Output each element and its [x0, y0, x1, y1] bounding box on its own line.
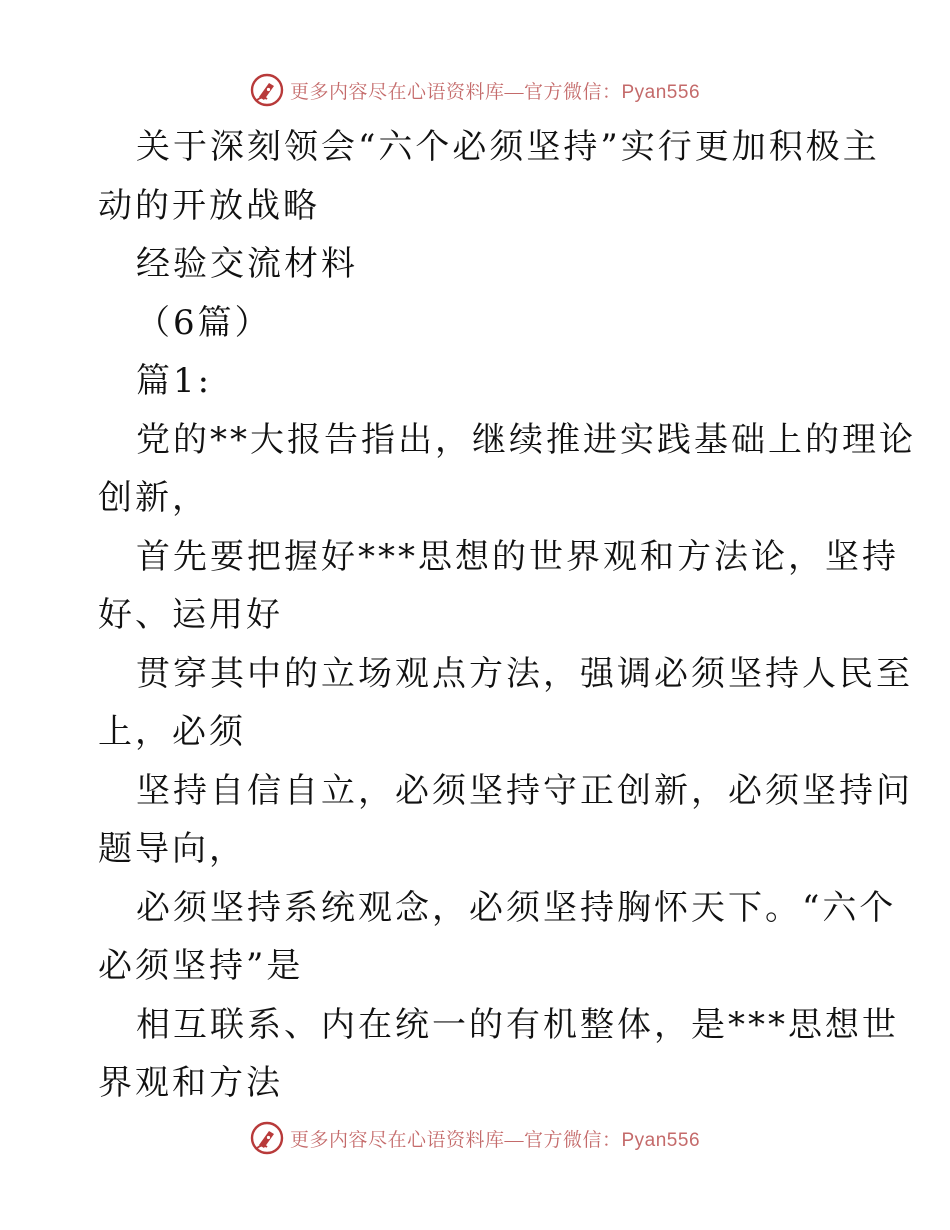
banner-text: 更多内容尽在心语资料库—官方微信：Pyan556 [289, 81, 701, 103]
paragraph-line: 必须坚持”是 [98, 946, 304, 986]
paragraph-line: 好、运用好 [98, 595, 283, 635]
header-banner-content [250, 73, 700, 107]
paragraph-line: 创新， [98, 478, 209, 518]
paragraph-line: 必须坚持系统观念，必须坚持胸怀天下。“六个 [136, 887, 897, 928]
paragraph-line: （6篇） [136, 302, 272, 343]
wechat-id: Pyan556 [621, 1129, 701, 1151]
paragraph-line: 题导向， [98, 829, 246, 869]
paragraph-line: 首先要把握好***思想的世界观和方法论，坚持 [136, 536, 899, 577]
paragraph-line: 贯穿其中的立场观点方法，强调必须坚持人民至 [136, 653, 913, 694]
pen-nib-logo-icon [250, 73, 284, 107]
paragraph-line: 上，必须 [98, 712, 246, 752]
paragraph-line: 篇1: [136, 361, 213, 401]
header-banner [0, 70, 950, 110]
paragraph-line: 动的开放战略 [98, 185, 320, 226]
paragraph-line: 经验交流材料 [136, 244, 358, 284]
paragraph-line: 关于深刻领会“六个必须坚持”实行更加积极主 [136, 127, 880, 167]
banner-text: 更多内容尽在心语资料库—官方微信：Pyan556 [289, 1129, 701, 1151]
paragraph-line: 党的**大报告指出，继续推进实践基础上的理论 [136, 419, 916, 460]
paragraph-line: 相互联系、内在统一的有机整体，是***思想世 [136, 1004, 899, 1045]
paragraph-line: 坚持自信自立，必须坚持守正创新，必须坚持问 [136, 770, 913, 811]
wechat-id: Pyan556 [621, 81, 701, 103]
footer-banner-content [250, 1121, 700, 1155]
footer-banner [0, 1118, 950, 1158]
document-body [98, 118, 916, 1113]
paragraph-line: 界观和方法 [98, 1063, 283, 1103]
pen-nib-logo-icon [250, 1121, 284, 1155]
